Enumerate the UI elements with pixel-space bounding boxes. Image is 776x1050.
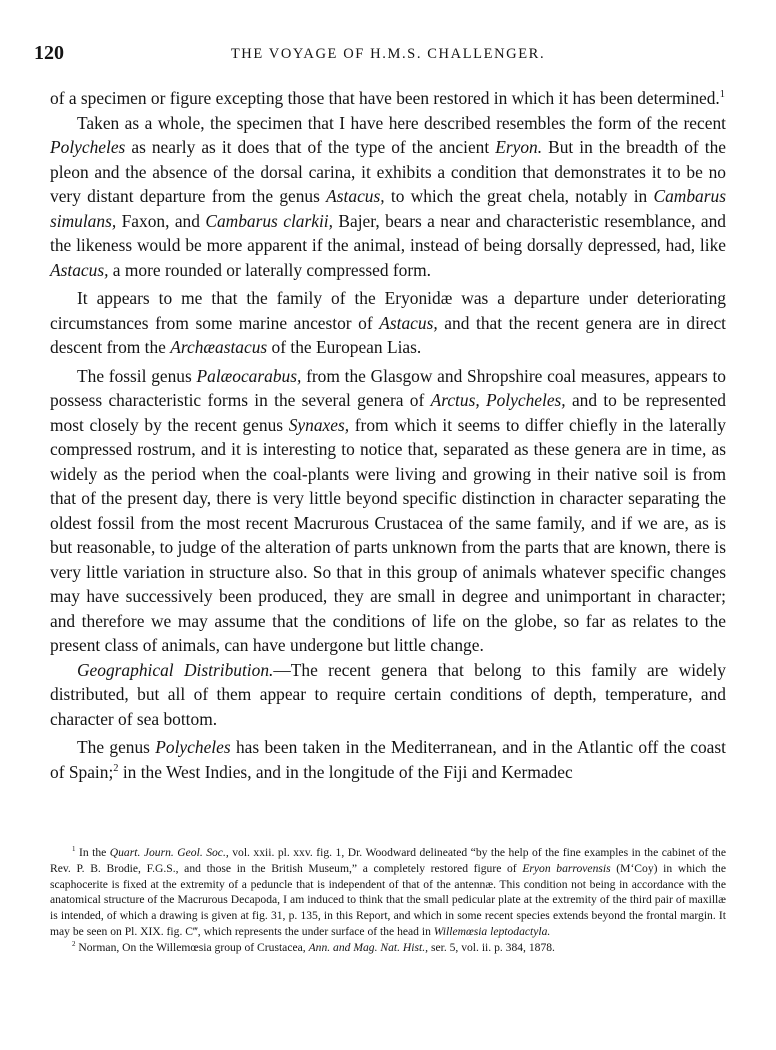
italic-text: Ann. and Mag. Nat. Hist., bbox=[308, 940, 429, 954]
text-run: (M‘Coy) in which the scaphocerite is fixed at the extremity of a peduncle that is independent of that of the antennæ. This condition not being in accordance with the anatomical structure of the Macrurous Decapoda, I am induced to think that the small pedicular plate at the extremity of the third pair of maxillæ is intended, of which a drawing is given at fig. 31, p. 135, in this Report, and which in some recent species extends beyond the frontal margin. It may be seen on Pl. XIX. fig. C‴, which represents the under surface of the head in bbox=[50, 861, 726, 938]
footnote bbox=[50, 845, 726, 940]
italic-text: Astacus, bbox=[50, 259, 109, 280]
italic-text: Arctus, Polycheles, bbox=[430, 390, 566, 410]
text-run: as nearly as it does that of the type of the ancient bbox=[125, 137, 496, 157]
italic-text: Astacus, bbox=[379, 312, 438, 333]
paragraph bbox=[50, 364, 726, 658]
italic-text: Quart. Journ. Geol. Soc., bbox=[109, 846, 229, 859]
text-run: of the European Lias. bbox=[267, 337, 422, 357]
footnote-marker: 2 bbox=[113, 762, 119, 774]
text-run: Bajer, bears a near and characteristic resemblance, and the likeness would be more apparent if the animal, instead of being dorsally depressed, had, like bbox=[50, 210, 726, 255]
text-run: from which it seems to differ chiefly in the laterally compressed rostrum, and it is interesting to notice that, separated as these genera are in time, as widely as the period when the coal-plants were living and growing in their native soil is from that of the present day, there is very little beyond specific distinction in character separating the oldest fossil from the most recent Macrurous Crustacea of the same family, and if we are, as is but reasonable, to judge of the alteration of parts unknown from the parts that are known, there is very little variation in structure also. So that in this group of animals whatever specific changes may have successively been produced, they are small in degree and unimportant in character; and therefore we may assume that the conditions of life on the globe, so far as relates to the present class of animals, can have undergone but little change. bbox=[50, 414, 726, 655]
footnote-marker: 1 bbox=[72, 845, 76, 854]
italic-text: Cambarus clarkii, bbox=[205, 210, 333, 231]
italic-text: Archæastacus bbox=[170, 337, 268, 357]
text-run: to which the great chela, notably in bbox=[384, 186, 654, 206]
text-run: in the West Indies, and in the longitude of the Fiji and Kermadec bbox=[118, 761, 573, 782]
italic-text: Eryon. bbox=[495, 137, 543, 157]
italic-text: Synaxes, bbox=[288, 414, 350, 435]
italic-text: Polycheles bbox=[155, 737, 231, 757]
running-head: THE VOYAGE OF H.M.S. CHALLENGER. bbox=[230, 46, 546, 62]
italic-text: Palæocarabus, bbox=[196, 365, 302, 386]
page-header bbox=[34, 42, 742, 68]
text-run: It appears to me that the family of the Eryonidæ was a departure under deteriorating circumstances from some marine ancestor of bbox=[50, 288, 726, 333]
italic-text: Willemœsia leptodactyla. bbox=[433, 924, 551, 938]
text-run: But in the breadth of the pleon and the absence of the dorsal carina, it exhibits a condition that demonstrates it to be no very distant departure from the genus bbox=[50, 137, 726, 206]
text-run: vol. xxii. pl. xxv. fig. 1, Dr. Woodward delineated “by the help of the fine examples in the cabinet of the Rev. P. B. Brodie, F.G.S., and those in the British Museum,” a completely restored figure of bbox=[50, 846, 726, 875]
italic-text: Polycheles bbox=[50, 137, 126, 157]
text-run: ser. 5, vol. ii. p. 384, 1878. bbox=[428, 940, 555, 954]
paragraph bbox=[50, 286, 726, 360]
paragraph bbox=[50, 111, 726, 283]
footnote bbox=[50, 940, 726, 956]
footnote-marker: 2 bbox=[72, 939, 76, 948]
body-text bbox=[50, 86, 726, 784]
text-run: and that the recent genera are in direct descent from the bbox=[50, 312, 726, 357]
text-run: —The recent genera that belong to this family are widely distributed, but all of them appear to require certain conditions of depth, temperature, and character of sea bottom. bbox=[50, 659, 726, 729]
text-run: Taken as a whole, the specimen that I have here described resembles the form of the recent bbox=[77, 112, 726, 133]
section-heading-paragraph bbox=[50, 658, 726, 732]
text-run: Norman, On the Willemœsia group of Crustacea, bbox=[75, 940, 309, 954]
text-run: of a specimen or figure excepting those that have been restored in which it has been determined. bbox=[50, 88, 720, 108]
paragraph bbox=[50, 86, 726, 111]
text-run: has been taken in the Mediterranean, and in the Atlantic off the coast of Spain; bbox=[50, 737, 726, 782]
italic-text: Cambarus simulans, bbox=[50, 186, 726, 231]
text-run: The fossil genus bbox=[77, 365, 197, 386]
page-number: 120 bbox=[34, 42, 64, 64]
italic-text: Astacus, bbox=[326, 186, 385, 206]
footnotes bbox=[50, 845, 726, 956]
footnote-marker: 1 bbox=[719, 89, 725, 101]
text-run: The genus bbox=[77, 737, 156, 757]
italic-text: Eryon barrovensis bbox=[522, 861, 611, 875]
text-run: and to be represented most closely by the recent genus bbox=[50, 390, 727, 435]
text-run: Faxon, and bbox=[116, 210, 206, 231]
text-run: from the Glasgow and Shropshire coal measures, appears to possess characteristic forms in the several genera of bbox=[50, 365, 726, 410]
italic-text: Geographical Distribution. bbox=[77, 659, 274, 680]
text-run: a more rounded or laterally compressed form. bbox=[108, 259, 432, 280]
paragraph bbox=[50, 735, 726, 784]
text-run: In the bbox=[75, 846, 110, 859]
